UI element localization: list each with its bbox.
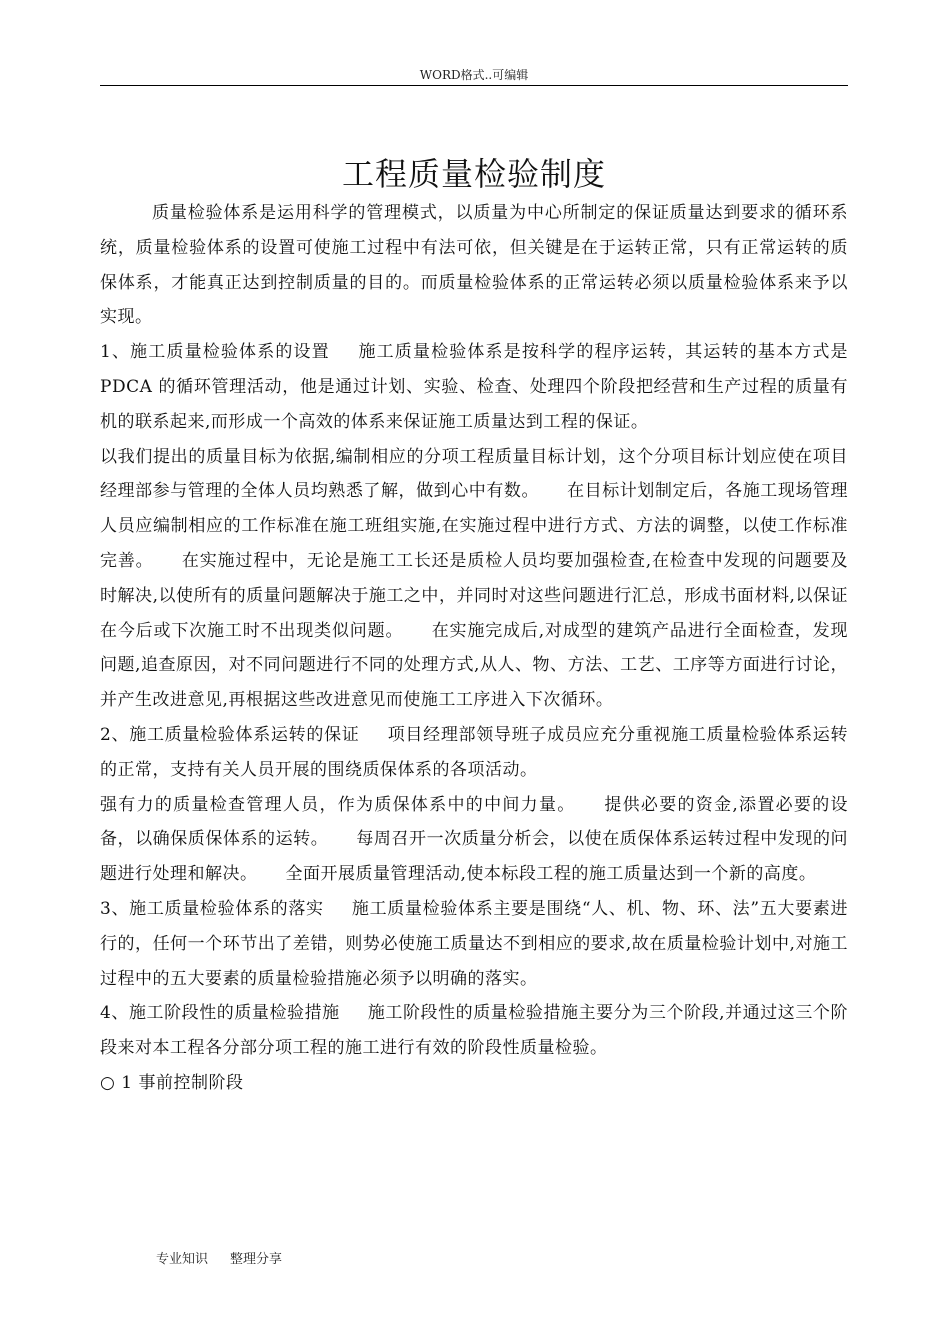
section-2-detail-d: 全面开展质量管理活动,使本标段工程的施工质量达到一个新的高度。 [285, 864, 817, 885]
section-4-heading: 4、施工阶段性的质量检验措施 [100, 1003, 340, 1024]
header-rule [100, 85, 848, 86]
stage-1-label: ○ 1 事前控制阶段 [100, 1072, 244, 1093]
section-1 [100, 335, 848, 439]
footer-left: 专业知识 [156, 1252, 209, 1267]
section-1-details [100, 440, 848, 718]
section-2-heading: 2、施工质量检验体系运转的保证 [100, 724, 360, 745]
section-1-detail-d: 在实施完成后,对成型的建筑产品进行全面检查，发现问题,追查原因，对不同问题进行不同的处理方式,从人、物、方法、工艺、工序等方面进行讨论，并产生改进意见,再根据这些改进意见而使施工工序进入下次循环。 [100, 620, 848, 711]
section-1-detail-c: 在实施过程中，无论是施工工长还是质检人员均要加强检查,在检查中发现的问题要及时解决,以使所有的质量问题解决于施工之中，并同时对这些问题进行汇总，形成书面材料,以保证在今后或下次施工时不出现类似问题。 [100, 550, 848, 641]
section-2-text: 项目经理部领导班子成员应充分重视施工质量检验体系运转的正常，支持有关人员开展的围绕质保体系的各项活动。 [100, 724, 848, 780]
section-1-heading: 1、施工质量检验体系的设置 [100, 342, 330, 363]
section-1-detail-a: 以我们提出的质量目标为依据,编制相应的分项工程质量目标计划，这个分项目标计划应使在项目经理部参与管理的全体人员均熟悉了解，做到心中有数。 [100, 446, 848, 502]
document-body [100, 196, 848, 1101]
section-2-details [100, 788, 848, 892]
section-2 [100, 718, 848, 788]
intro-paragraph: 质量检验体系是运用科学的管理模式，以质量为中心所制定的保证质量达到要求的循环系统，质量检验体系的设置可使施工过程中有法可依，但关键是在于运转正常，只有正常运转的质保体系，才能真正达到控制质量的目的。而质量检验体系的正常运转必须以质量检验体系来予以实现。 [100, 203, 848, 328]
footer-right: 整理分享 [230, 1252, 283, 1267]
section-4-text: 施工阶段性的质量检验措施主要分为三个阶段,并通过这三个阶段来对本工程各分部分项工程的施工进行有效的阶段性质量检验。 [100, 1003, 848, 1059]
section-3-text: 施工质量检验体系主要是围绕“人、机、物、环、法”五大要素进行的，任何一个环节出了差错，则势必使施工质量达不到相应的要求,故在质量检验计划中,对施工过程中的五大要素的质量检验措施必须予以明确的落实。 [100, 898, 848, 989]
page-footer [156, 1248, 282, 1267]
section-4 [100, 996, 848, 1066]
section-1-detail-b: 在目标计划制定后，各施工现场管理人员应编制相应的工作标准在施工班组实施,在实施过程中进行方式、方法的调整，以使工作标准完善。 [100, 481, 849, 571]
page-header: WORD格式..可编辑 [419, 68, 529, 82]
section-2-detail-a: 强有力的质量检查管理人员，作为质保体系中的中间力量。 [100, 794, 576, 815]
section-2-detail-c: 每周召开一次质量分析会，以使在质保体系运转过程中发现的问题进行处理和解决。 [100, 829, 849, 885]
section-3-heading: 3、施工质量检验体系的落实 [100, 898, 324, 919]
section-1-text: 施工质量检验体系是按科学的程序运转，其运转的基本方式是 PDCA 的循环管理活动，他是通过计划、实验、检查、处理四个阶段把经营和生产过程的质量有机的联系起来,而形成一个高效的体系来保证施工质量达到工程的保证。 [100, 342, 848, 432]
document-title: 工程质量检验制度 [341, 155, 606, 194]
section-2-detail-b: 提供必要的资金,添置必要的设备，以确保质保体系的运转。 [100, 794, 849, 850]
section-3 [100, 892, 848, 996]
